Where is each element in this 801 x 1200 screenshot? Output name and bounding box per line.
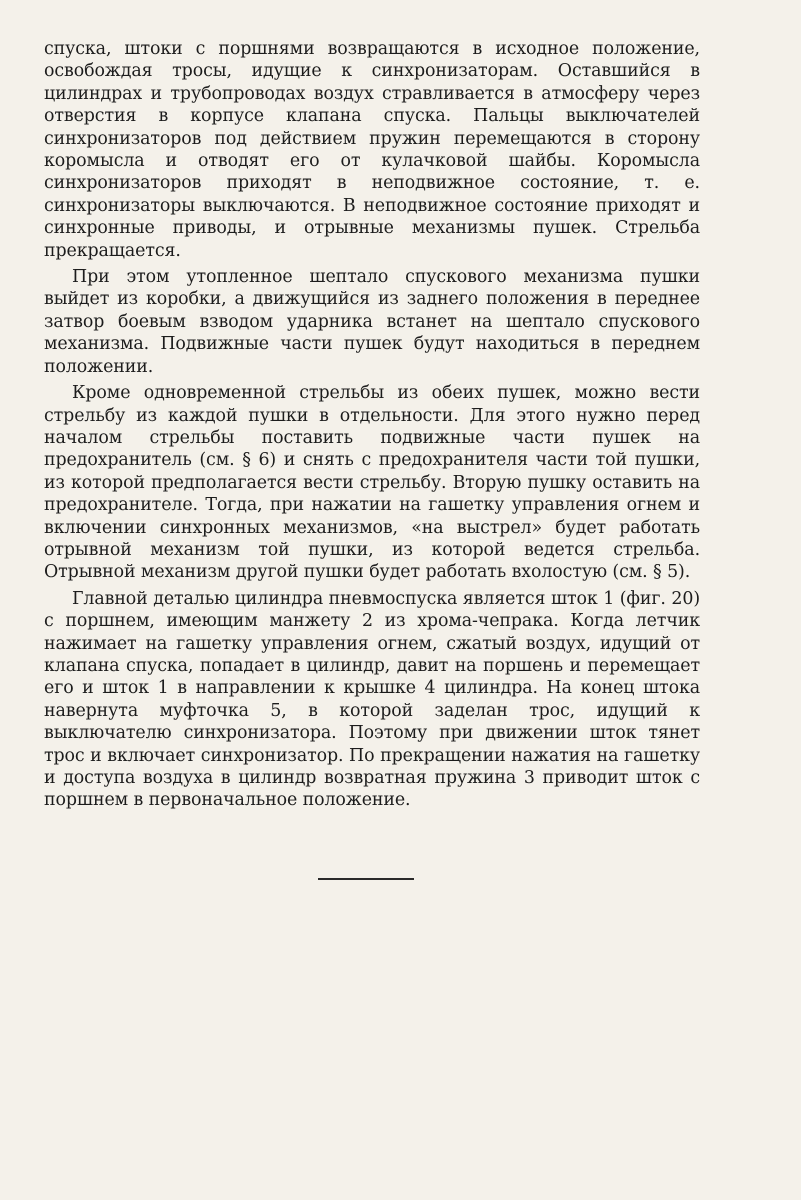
paragraph-3: Кроме одновременной стрельбы из обеих пушек, можно вести стрельбу из каждой пушки в отдельности. Для этого нужно перед началом стрельбы поставить подвижные части пушек на предохранитель (см. § 6) и снять с предохранителя части той пушки, из которой предполагается вести стрельбу. Вторую пушку оставить на предохранителе. Тогда, при нажатии на гашетку управления огнем и включении синхронных механизмов, «на выстрел» будет работать отрывной механизм той пушки, из которой ведется стрельба. Отрывной механизм другой пушки будет работать вхолостую (см. § 5). xyxy=(44,383,700,583)
paragraph-1: спуска, штоки с поршнями возвращаются в исходное положение, освобождая тросы, идущие к синхронизаторам. Оставшийся в цилиндрах и трубопроводах воздух стравливается в атмосферу через отверстия в корпусе клапана спуска. Пальцы выключателей синхронизаторов под действием пружин перемещаются в сторону коромысла и отводят его от кулачковой шайбы. Коромысла синхронизаторов приходят в неподвижное состояние, т. е. синхронизаторы выключаются. В неподвижное состояние приходят и синхронные приводы, и отрывные механизмы пушек. Стрельба прекращается. xyxy=(44,39,700,261)
section-end-rule xyxy=(318,878,414,880)
body-text xyxy=(44,38,700,816)
paragraph-4: Главной деталью цилиндра пневмоспуска является шток 1 (фиг. 20) с поршнем, имеющим манжету 2 из хрома-чепрака. Когда летчик нажимает на гашетку управления огнем, сжатый воздух, идущий от клапана спуска, попадает в цилиндр, давит на поршень и перемещает его и шток 1 в направлении к крышке 4 цилиндра. На конец штока навернута муфточка 5, в которой заделан трос, идущий к выключателю синхронизатора. Поэтому при движении шток тянет трос и включает синхронизатор. По прекращении нажатия на гашетку и доступа воздуха в цилиндр возвратная пружина 3 приводит шток с поршнем в первоначальное положение. xyxy=(44,588,700,811)
paragraph-2: При этом утопленное шептало спускового механизма пушки выйдет из коробки, а движущийся из заднего положения в переднее затвор боевым взводом ударника встанет на шептало спускового механизма. Подвижные части пушек будут находиться в переднем положении. xyxy=(44,267,700,377)
